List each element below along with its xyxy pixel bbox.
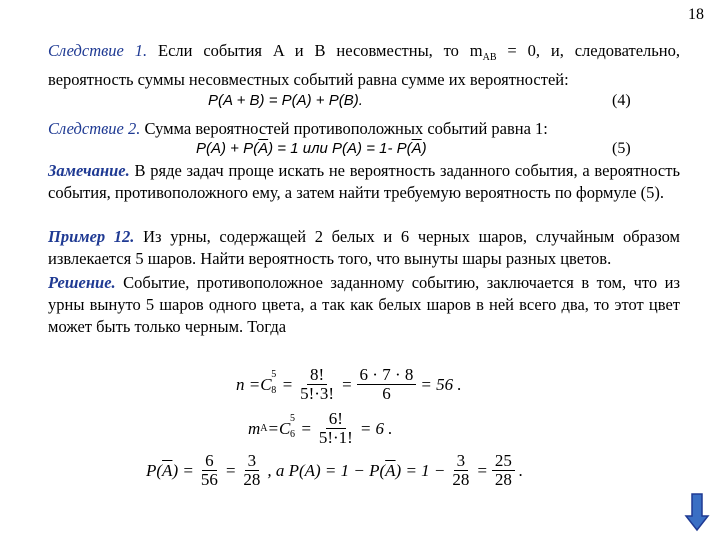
eq2-c-sub: 6 [290,428,295,440]
down-arrow-icon[interactable] [684,492,710,532]
eq1-c: C [260,374,272,394]
solution-lead: Решение. [48,273,116,292]
eq3-f1-num: 6 [202,452,217,471]
eq3-frac-4 [492,452,515,489]
formula-5-bar-a: $\overline{A}$ [258,140,269,157]
remark-text: В ряде задач проще искать не вероятность заданного события, а вероятность события, противоположного ему, а затем найти требуемую вероятность по формуле (5). [48,161,680,202]
equation-ma [248,410,393,447]
eq2-eq-2: = [300,418,312,438]
eq1-f1-num: 8! [307,366,327,385]
eq1-f2-den: 6 [382,384,391,403]
corollary-1-text: Если события A и B несовместны, то m [147,41,483,60]
eq3-mid4: = [476,460,488,480]
eq2-lhs: m [248,418,261,438]
eq2-eq: = [267,418,279,438]
page-number: 18 [688,6,704,23]
formula-5 [196,140,427,157]
eq2-result: = 6 . [359,418,393,438]
eq3-frac-3 [449,452,472,489]
eq1-frac-2 [357,366,417,403]
eq2-c: C [279,418,291,438]
eq3-f2-num: 3 [245,452,260,471]
solution-text: Событие, противоположное заданному событию, заключается в том, что из урны вынуто 5 шаров одного цвета, а так как белых шаров в ней всего два, то этот цвет может быть только черным. Тогда [48,273,680,336]
eq3-bar-a-2: $\overline{A}$ [385,460,396,480]
equation-n [236,366,462,403]
example-12-text: Из урны, содержащей 2 белых и 6 черных шаров, случайным образом извлекается 5 шаров. Найти вероятность того, что вынуты шары разных цветов. [48,227,680,268]
eq1-eq-2: = [341,374,353,394]
corollary-1-lead: Следствие 1. [48,41,148,60]
eq3-end: . [518,460,524,480]
corollary-2-lead: Следствие 2. [48,119,141,138]
eq2-f-num: 6! [326,410,346,429]
eq3-mid3: ) = 1 − [395,460,446,480]
remark [48,160,680,204]
eq3-bar-a: $\overline{A}$ [162,460,173,480]
formula-5-part3: ) [421,140,427,157]
eq2-f-den: 5!·1! [318,428,353,447]
eq3-frac-1 [198,452,221,489]
eq3-f4-num: 25 [492,452,515,471]
example-12 [48,226,680,270]
solution [48,272,680,338]
eq1-eq: = [281,374,294,394]
equation-p [146,452,523,489]
eq1-result: = 56 . [420,374,462,394]
eq3-mid1: = [224,460,237,480]
corollary-1 [48,40,680,91]
corollary-2-text: Сумма вероятностей противоположных событий равна 1: [140,119,548,138]
eq2-combination [279,412,295,440]
corollary-2 [48,118,680,140]
remark-lead: Замечание. [48,161,130,180]
eq1-combination [260,368,277,396]
formula-4-number: (4) [612,92,631,109]
corollary-1-text2: = 0, и, следовательно, вероятность суммы несовместных событий равна сумме их вероятностей: [48,41,680,89]
eq1-c-sup: 5 [271,368,277,380]
example-12-lead: Пример 12. [48,227,135,246]
formula-5-part1: P(A) + P( [196,140,259,157]
eq2-c-sup: 5 [290,412,295,424]
eq1-lhs: n = [236,374,261,394]
eq2-frac [316,410,356,447]
eq3-f3-den: 28 [452,470,470,489]
formula-4: P(A + B) = P(A) + P(B). [208,92,363,109]
eq3-frac-2 [240,452,263,489]
formula-5-part2: ) = 1 или P(A) = 1- P( [268,140,412,157]
eq3-f1-den: 56 [200,470,218,489]
eq1-c-sub: 8 [271,384,277,396]
eq3-mid2: , а P(A) = 1 − P( [267,460,386,480]
formula-5-bar-a-2: $\overline{A}$ [411,140,422,157]
corollary-1-sub: AB [482,52,497,63]
eq1-frac-1 [297,366,337,403]
eq3-f2-den: 28 [243,470,261,489]
eq3-p1-close: ) = [172,460,194,480]
eq1-f2-num: 6 · 7 · 8 [357,366,417,385]
eq3-f3-num: 3 [454,452,469,471]
eq2-lhs-sub: A [260,423,268,434]
eq1-f1-den: 5!·3! [300,384,335,403]
eq3-p1: P( [146,460,163,480]
eq3-f4-den: 28 [494,470,512,489]
formula-5-number: (5) [612,140,631,157]
